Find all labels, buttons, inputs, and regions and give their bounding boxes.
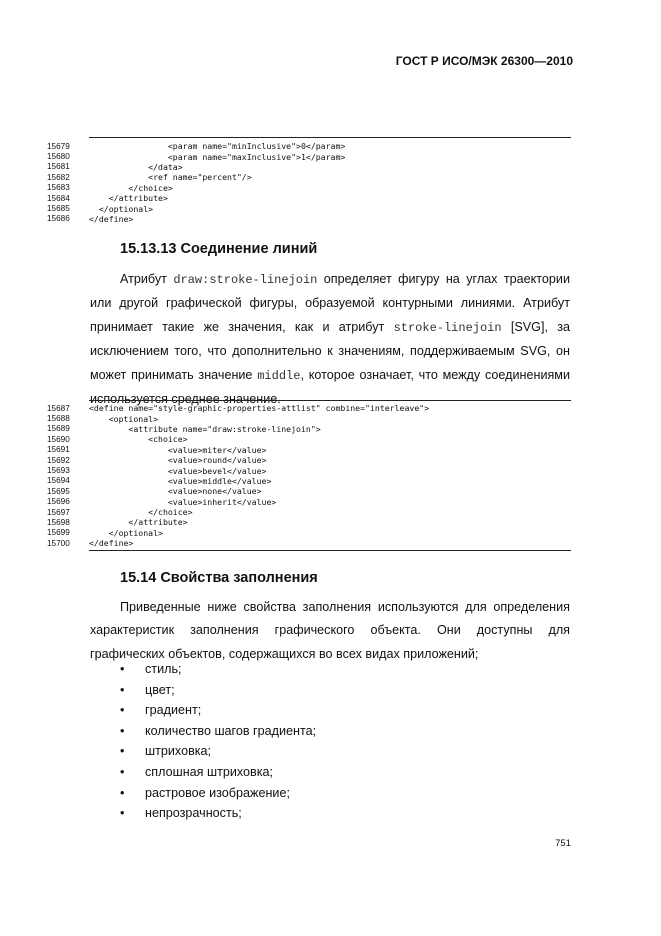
list-item (120, 721, 316, 742)
list-item (120, 803, 316, 824)
code-line (47, 465, 571, 475)
fill-properties-list (120, 659, 316, 824)
list-item-text: количество шагов градиента; (145, 723, 317, 738)
line-number: 15697 (47, 507, 70, 517)
bullet-icon: • (120, 723, 125, 738)
code-text: <value>miter</value> (89, 444, 267, 455)
line-number: 15681 (47, 162, 70, 172)
code-line (47, 528, 571, 538)
code-line (47, 172, 571, 182)
code-text: <param name="minInclusive">0</param> (89, 141, 346, 152)
list-item-text: цвет; (145, 682, 175, 697)
list-item (120, 700, 316, 721)
line-number: 15699 (47, 528, 70, 538)
code-line (47, 476, 571, 486)
line-number: 15700 (47, 538, 70, 548)
line-number: 15686 (47, 214, 70, 224)
code-line (47, 151, 571, 161)
code-line (47, 538, 571, 548)
line-number: 15688 (47, 414, 70, 424)
code-text: </choice> (89, 507, 193, 518)
line-number: 15690 (47, 434, 70, 444)
code-block-linejoin (47, 400, 571, 551)
list-item (120, 783, 316, 804)
list-item-text: штриховка; (145, 744, 212, 759)
code-line (47, 455, 571, 465)
paragraph-fill: Приведенные ниже свойства заполнения используются для определения характеристик заполнения графического объекта. Они доступны для графических объектов, содержащихся во всех видах приложений; (90, 600, 570, 661)
code-line (47, 403, 571, 413)
line-number: 15693 (47, 466, 70, 476)
code-text: <optional> (89, 413, 159, 424)
code-line (47, 424, 571, 434)
document-header: ГОСТ Р ИСО/МЭК 26300—2010 (395, 54, 573, 68)
paragraph-text: Атрибут (120, 272, 174, 286)
list-item (120, 741, 316, 762)
line-number: 15683 (47, 183, 70, 193)
section-heading-linejoin: 15.13.13 Соединение линий (120, 241, 318, 257)
section-heading-fill: 15.14 Свойства заполнения (120, 570, 318, 586)
bullet-icon: • (120, 662, 125, 676)
paragraph-linejoin (89, 268, 571, 414)
code-line (47, 486, 571, 496)
code-text: </choice> (89, 182, 173, 193)
code-block-ending (47, 137, 571, 224)
list-item-text: стиль; (145, 662, 182, 676)
code-text: <value>middle</value> (89, 475, 272, 486)
line-number: 15692 (47, 455, 70, 465)
code-lines (47, 141, 571, 224)
line-number: 15685 (47, 204, 70, 214)
code-line (47, 193, 571, 203)
line-number: 15698 (47, 517, 70, 527)
code-text: </optional> (89, 203, 154, 214)
line-number: 15680 (47, 152, 70, 162)
code-line (47, 434, 571, 444)
page-number: 751 (555, 838, 571, 849)
bullet-icon: • (120, 785, 125, 800)
code-line (47, 214, 571, 224)
code-text: <choice> (89, 434, 188, 445)
list-item-text: градиент; (145, 703, 202, 718)
line-number: 15687 (47, 403, 70, 413)
code-block-bottom-rule (89, 550, 571, 551)
code-line (47, 413, 571, 423)
line-number: 15679 (47, 141, 70, 151)
bullet-icon: • (120, 744, 125, 759)
bullet-icon: • (120, 682, 125, 697)
paragraph-text: [SVG], за исключением того, что дополнительно к значениям, поддерживаемым SVG, он может принимать значение (90, 319, 571, 382)
bullet-icon: • (120, 764, 125, 779)
bullet-icon: • (120, 703, 125, 718)
code-text: <define name="style-graphic-properties-attlist" combine="interleave"> (89, 403, 430, 414)
inline-code: middle (257, 368, 301, 383)
code-text: <ref name="percent"/> (89, 172, 252, 183)
code-line (47, 141, 571, 151)
code-lines (47, 403, 571, 548)
inline-code: draw:stroke-linejoin (173, 273, 318, 287)
list-item (120, 659, 316, 680)
paragraph-text: определяет фигуру на углах траектории или другой графической фигуры, образуемой контурными линиями. Атрибут принимает такие же значения, как и атрибут (90, 272, 570, 334)
code-line (47, 517, 571, 527)
code-text: <value>round</value> (89, 455, 267, 466)
line-number: 15682 (47, 172, 70, 182)
list-item-text: непрозрачность; (145, 806, 242, 821)
list-item-text: растровое изображение; (145, 785, 290, 800)
inline-code: stroke-linejoin (393, 320, 502, 335)
line-number: 15694 (47, 476, 70, 486)
code-text: <value>bevel</value> (89, 465, 267, 476)
list-item (120, 680, 316, 701)
paragraph-text: , которое означает, что между соединениями используется среднее значение. (90, 367, 570, 407)
line-number: 15691 (47, 445, 70, 455)
code-text: </attribute> (89, 193, 168, 204)
code-text: <attribute name="draw:stroke-linejoin"> (89, 423, 321, 434)
code-line (47, 203, 571, 213)
code-text: </define> (89, 213, 134, 224)
list-item (120, 762, 316, 783)
code-text: <value>none</value> (89, 486, 262, 497)
code-line (47, 162, 571, 172)
line-number: 15696 (47, 497, 70, 507)
code-line (47, 497, 571, 507)
code-text: </optional> (89, 527, 163, 538)
code-line (47, 445, 571, 455)
code-text: <value>inherit</value> (89, 496, 277, 507)
code-text: </attribute> (89, 517, 188, 528)
code-line (47, 507, 571, 517)
list-item-text: сплошная штриховка; (145, 764, 274, 779)
code-text: </define> (89, 538, 134, 549)
bullet-icon: • (120, 806, 125, 821)
code-line (47, 183, 571, 193)
line-number: 15689 (47, 424, 70, 434)
code-text: <param name="maxInclusive">1</param> (89, 151, 346, 162)
line-number: 15684 (47, 193, 70, 203)
line-number: 15695 (47, 486, 70, 496)
code-text: </data> (89, 161, 183, 172)
